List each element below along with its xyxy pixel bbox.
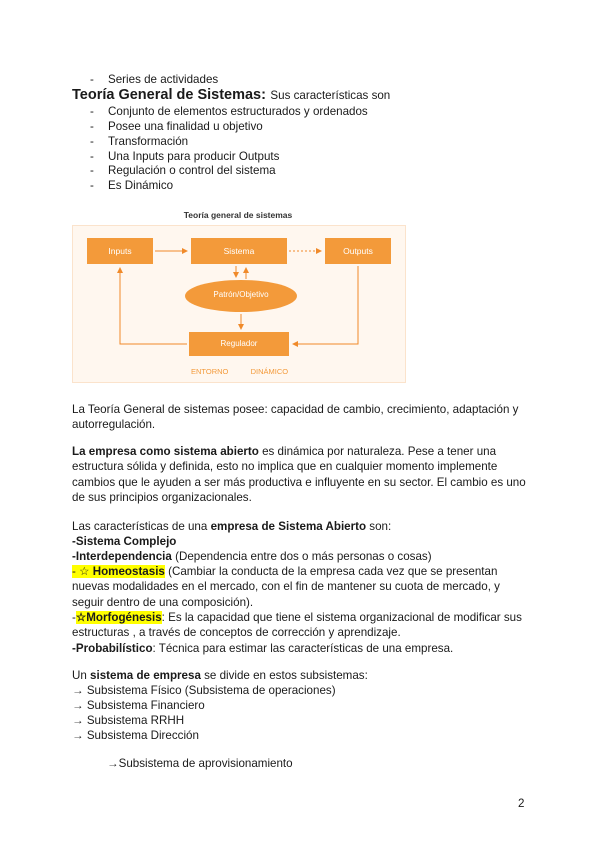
morfo-text: : Es la capacidad que tiene el sistema organizacional de modificar sus estructuras , a través de conceptos de corrección y aprendizaje. [72,611,522,640]
intro-pre: Las características de una [72,520,211,533]
inputs-label: Inputs [108,246,132,256]
homeostasis-prefix: - ☆ [72,565,93,578]
diagram-footer [191,367,288,376]
morfo-prefix: - [72,611,76,624]
intro-post: son: [366,520,392,533]
arrow-outputs-regulador [293,266,358,344]
sub-intro-post: se divide en estos subsistemas: [200,669,368,682]
list-item-label: Posee una finalidad u objetivo [108,120,263,133]
paragraph-empresa-abierta [72,444,532,505]
sub-intro-pre: Un [72,669,91,682]
open-system-intro [72,519,391,534]
dinamico-label: DINÁMICO [250,367,289,376]
list-item-label: Transformación [108,135,189,148]
page-number: 2 [518,797,525,810]
patron-label: Patrón/Objetivo [213,290,269,299]
homeostasis-bold: Homeostasis [92,565,165,578]
subsystems-intro [72,668,368,683]
interdependencia-text: (Dependencia entre dos o más personas o cosas) [171,550,432,563]
homeostasis-highlight [72,565,165,578]
entorno-label: ENTORNO [191,367,229,376]
prob-text: : Técnica para estimar las características de una empresa. [152,642,454,655]
subsystem-item: → Subsistema Dirección [72,729,199,742]
arrow-regulador-inputs [120,268,187,344]
sub-intro-bold: sistema de empresa [90,669,201,682]
bullet-dash: - [90,73,94,86]
system-diagram [72,225,406,383]
morfo-bold: ☆Morfogénesis [75,611,162,624]
outputs-label: Outputs [343,246,373,256]
item-interdependencia [72,549,432,564]
paragraph-text: es dinámica por naturaleza. Pese a tener una estructura sólida y definida, esto no implica que en cualquier momento implemente cambios que le ayuden a ser más productiva e influyente en su sector. El cambio es uno de sus principios organizacionales. [72,445,526,504]
interdependencia-bold: -Interdependencia [72,550,172,563]
bullet-dash: - [90,105,94,118]
list-item-label: Una Inputs para producir Outputs [108,150,280,163]
subsystem-item: → Subsistema RRHH [72,714,185,727]
regulador-label: Regulador [220,339,258,348]
paragraph-bold: La empresa como sistema abierto [72,445,259,458]
bullet-dash: - [90,179,94,192]
sistema-label: Sistema [223,246,255,256]
diagram-title: Teoría general de sistemas [183,210,293,220]
heading-subtitle: Sus características son [270,89,391,102]
intro-bold: empresa de Sistema Abierto [210,520,367,533]
homeostasis-text: (Cambiar la conducta de la empresa cada vez que se presentan nuevas modalidades en el mercado, con el fin de mantener su cuota de mercado, y seguir dentro de una composición). [72,565,500,609]
item-complejo: -Sistema Complejo [72,535,177,548]
list-item-label: Regulación o control del sistema [108,164,276,177]
bullet-dash: - [90,120,94,133]
item-probabilistico [72,641,453,656]
bullet-dash: - [90,150,94,163]
item-homeostasis [72,564,532,610]
item-morfogenesis [72,610,532,641]
subsystem-item: → Subsistema Financiero [72,699,205,712]
bullet-dash: - [90,164,94,177]
paragraph-teoria: La Teoría General de sistemas posee: capacidad de cambio, crecimiento, adaptación y autorregulación. [72,403,519,432]
list-item-label: Conjunto de elementos estructurados y ordenados [108,105,368,118]
subsystem-item: → Subsistema Físico (Subsistema de operaciones) [72,684,336,697]
prob-bold: -Probabilístico [72,642,153,655]
section-heading [72,86,390,104]
bullet-dash: - [90,135,94,148]
bullet-label: Series de actividades [108,73,219,86]
heading-title: Teoría General de Sistemas: [72,87,266,103]
list-item-label: Es Dinámico [108,179,174,192]
subsystem-item-indented: →Subsistema de aprovisionamiento [107,757,293,770]
